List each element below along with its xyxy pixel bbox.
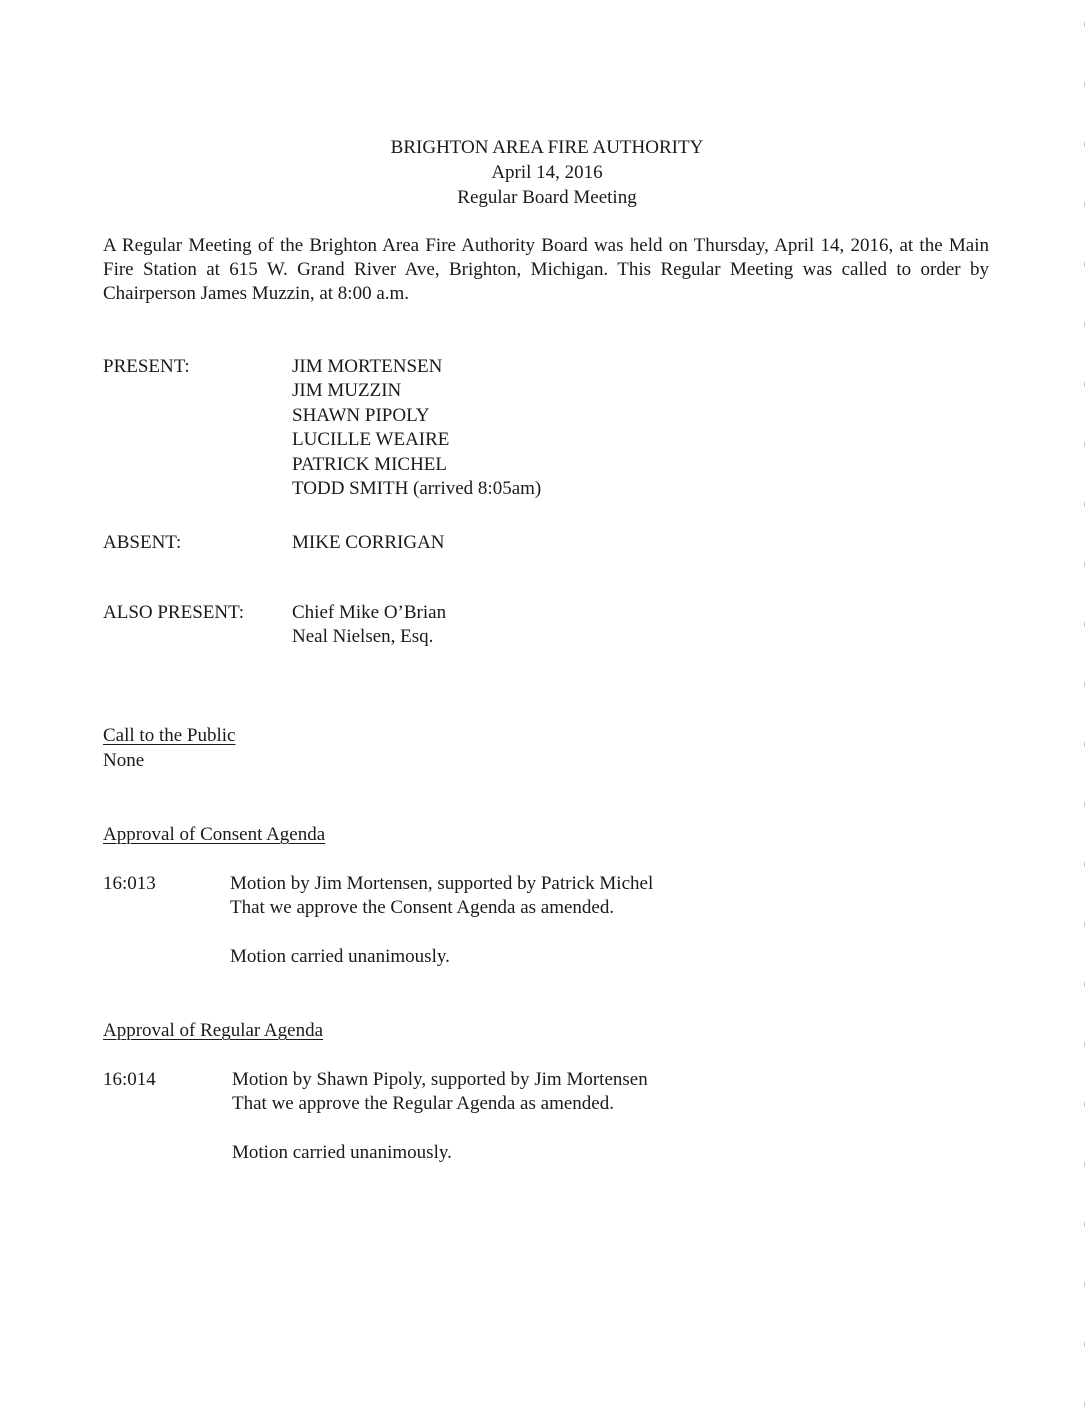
motion-line: Motion by Jim Mortensen, supported by Patrick Michel: [230, 873, 654, 894]
motion-result: Motion carried unanimously.: [230, 946, 450, 967]
also-present-member: Neal Nielsen, Esq.: [292, 626, 434, 648]
present-member: JIM MUZZIN: [292, 380, 402, 402]
present-member: PATRICK MICHEL: [292, 453, 448, 475]
present-member: TODD SMITH (arrived 8:05am): [292, 477, 542, 499]
motion-text: [232, 1068, 648, 1116]
motion-line: That we approve the Regular Agenda as amended.: [232, 1093, 614, 1114]
motion-result: Motion carried unanimously.: [232, 1142, 452, 1163]
motion-number: 16:014: [103, 1069, 156, 1090]
scan-edge-artifact: [1084, 0, 1085, 1408]
present-member: LUCILLE WEAIRE: [292, 429, 450, 451]
motion-line: Motion by Shawn Pipoly, supported by Jim Mortensen: [232, 1069, 648, 1090]
present-member: SHAWN PIPOLY: [292, 404, 430, 426]
meeting-date: April 14, 2016: [491, 162, 603, 183]
present-label: PRESENT:: [103, 356, 190, 377]
present-list: [292, 355, 541, 501]
absent-member: MIKE CORRIGAN: [292, 532, 445, 553]
regular-agenda-heading: Approval of Regular Agenda: [103, 1020, 324, 1041]
motion-number: 16:013: [103, 873, 156, 894]
call-to-public-body: None: [103, 750, 145, 771]
document-header: [0, 136, 1088, 211]
also-present-list: [292, 601, 446, 650]
call-to-public-heading: Call to the Public: [103, 725, 236, 746]
consent-agenda-heading: Approval of Consent Agenda: [103, 824, 326, 845]
intro-paragraph: A Regular Meeting of the Brighton Area Fire Authority Board was held on Thursday, April 14, 2016, at the Main Fire Station at 615 W. Grand River Ave, Brighton, Michigan. This Regular Meeting was called to order by Chairperson James Muzzin, at 8:00 a.m.: [103, 235, 989, 304]
present-member: JIM MORTENSEN: [292, 356, 443, 377]
also-present-member: Chief Mike O’Brian: [292, 602, 447, 623]
motion-line: That we approve the Consent Agenda as amended.: [230, 897, 615, 918]
meeting-type: Regular Board Meeting: [457, 187, 637, 208]
absent-list: [292, 531, 445, 555]
organization-title: BRIGHTON AREA FIRE AUTHORITY: [390, 137, 704, 158]
absent-label: ABSENT:: [103, 532, 182, 553]
motion-text: [230, 872, 653, 920]
also-present-label: ALSO PRESENT:: [103, 602, 245, 623]
